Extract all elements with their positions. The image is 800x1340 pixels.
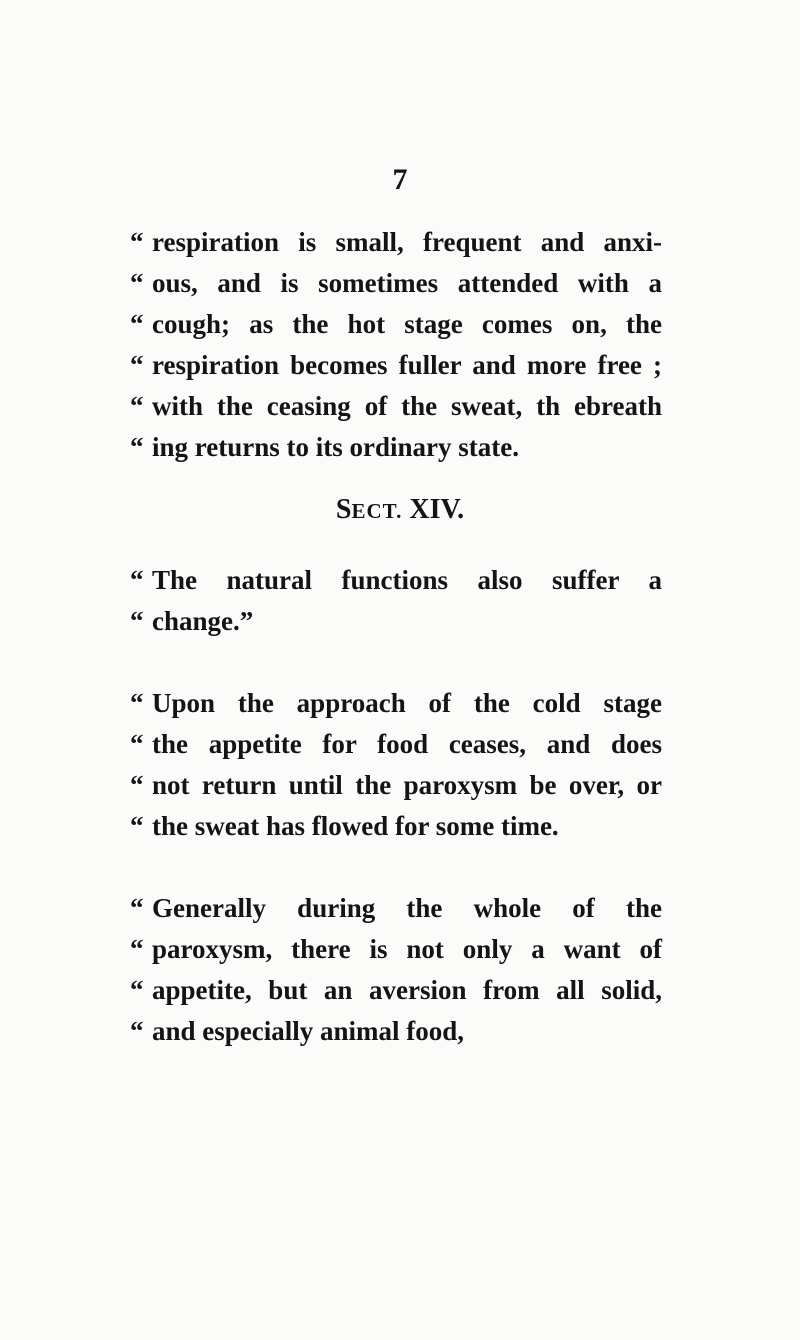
quote-mark: “ [130,729,144,759]
text-line [130,934,662,968]
line-text: appetite, but an aversion from all solid, [152,975,662,1005]
quote-mark: “ [130,770,144,800]
line-text: respiration becomes fuller and more free ; [152,350,662,380]
quote-mark: “ [130,688,144,718]
line-text: respiration is small, frequent and anxi- [152,227,662,257]
line-text: not return until the paroxysm be over, or [152,770,662,800]
quote-mark: “ [130,811,144,841]
text-line [130,350,662,384]
text-line [130,770,662,804]
line-text: cough; as the hot stage comes on, the [152,309,662,339]
line-text: the appetite for food ceases, and does [152,729,662,759]
line-text: change.” [152,606,254,636]
quote-mark: “ [130,934,144,964]
text-line [130,975,662,1009]
line-text: ing returns to its ordinary state. [152,432,519,462]
page-number: 7 [392,163,408,196]
quote-mark: “ [130,391,144,421]
text-line [130,1016,662,1050]
text-line [130,565,662,599]
line-text: the sweat has flowed for some time. [152,811,559,841]
quote-mark: “ [130,309,144,339]
quote-mark: “ [130,975,144,1005]
line-text: ous, and is sometimes attended with a [152,268,662,298]
quote-mark: “ [130,432,144,462]
line-text: Upon the approach of the cold stage [152,688,662,718]
line-text: The natural functions also suffer a [152,565,662,595]
text-line [130,391,662,425]
line-text: Generally during the whole of the [152,893,662,923]
quote-mark: “ [130,227,144,257]
quote-mark: “ [130,565,144,595]
quote-mark: “ [130,268,144,298]
text-line [130,893,662,927]
text-line [130,432,662,466]
text-line [130,227,662,261]
text-line [130,811,662,845]
quote-mark: “ [130,606,144,636]
section-heading [0,494,800,526]
text-line [130,309,662,343]
line-text: with the ceasing of the sweat, th ebreath [152,391,662,421]
quote-mark: “ [130,1016,144,1046]
quote-mark: “ [130,893,144,923]
line-text: and especially animal food, [152,1016,465,1046]
line-text: paroxysm, there is not only a want of [152,934,662,964]
quote-mark: “ [130,350,144,380]
text-line [130,606,662,640]
text-line [130,688,662,722]
section-numeral: XIV. [409,494,465,525]
section-prefix-capital: S [335,494,352,525]
section-prefix-small: ECT. [351,499,403,523]
text-line [130,729,662,763]
text-line [130,268,662,302]
